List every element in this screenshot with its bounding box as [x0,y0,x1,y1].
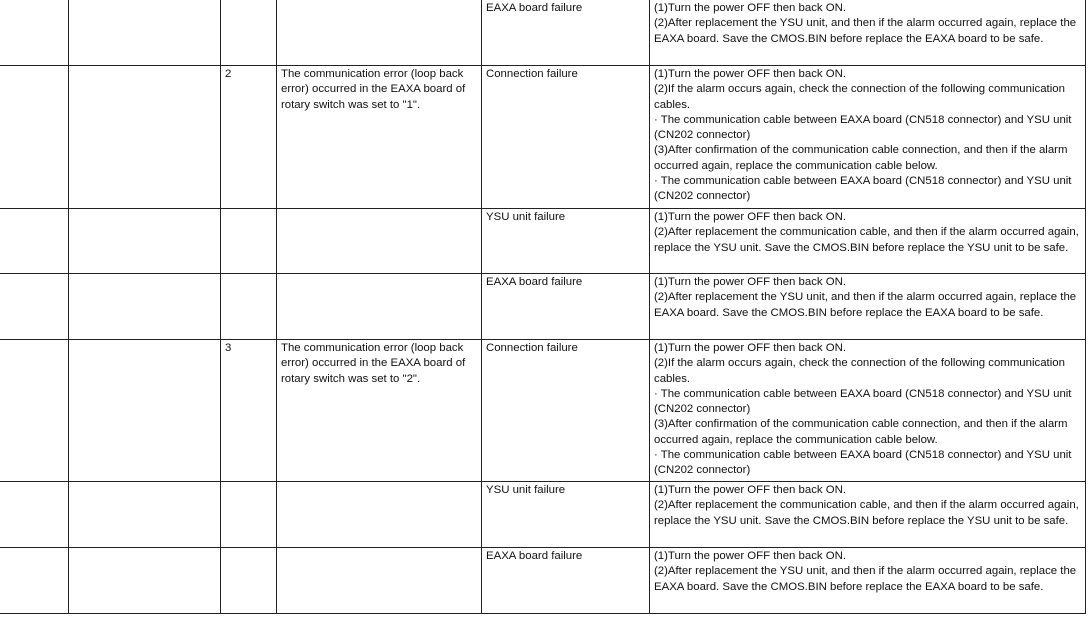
table-row [0,340,1086,482]
sub-code-cell [221,0,277,66]
description-cell [277,274,482,340]
remedy-line: (2)If the alarm occurs again, check the connection of the following communication cables. [654,357,1065,385]
remedy-line: (1)Turn the power OFF then back ON. [654,276,847,288]
alarm-code-cell [0,548,69,614]
alarm-name-cell [69,0,221,66]
alarm-name-cell [69,209,221,274]
cause-cell: EAXA board failure [482,0,650,66]
remedy-cell [650,66,1086,209]
table-row [0,548,1086,614]
remedy-line: (3)After confirmation of the communication cable connection, and then if the alarm occurred again, replace the communication cable below. [654,144,1068,172]
alarm-name-cell [69,274,221,340]
description-cell [277,0,482,66]
remedy-line: (2)After replacement the YSU unit, and then if the alarm occurred again, replace the EAXA board. Save the CMOS.BIN before replace the EAXA board to be safe. [654,17,1077,45]
remedy-line: (1)Turn the power OFF then back ON. [654,2,847,14]
remedy-line: (3)After confirmation of the communication cable connection, and then if the alarm occurred again, replace the communication cable below. [654,418,1068,446]
alarm-code-cell [0,274,69,340]
description-cell: The communication error (loop back error) occurred in the EAXA board of rotary switch was set to "1". [277,66,482,209]
remedy-line: (2)After replacement the communication cable, and then if the alarm occurred again, replace the YSU unit. Save the CMOS.BIN before replace the YSU unit to be safe. [654,499,1079,527]
description-cell: The communication error (loop back error) occurred in the EAXA board of rotary switch was set to "2". [277,340,482,482]
alarm-name-cell [69,340,221,482]
alarm-name-cell [69,66,221,209]
remedy-line: · The communication cable between EAXA board (CN518 connector) and YSU unit (CN202 connector) [654,113,1072,142]
remedy-cell [650,0,1086,66]
table-row [0,274,1086,340]
alarm-code-cell [0,209,69,274]
remedy-cell [650,482,1086,548]
description-cell [277,482,482,548]
cause-cell: Connection failure [482,340,650,482]
sub-code-cell: 2 [221,66,277,209]
remedy-line: (2)After replacement the YSU unit, and then if the alarm occurred again, replace the EAXA board. Save the CMOS.BIN before replace the EAXA board to be safe. [654,565,1077,593]
remedy-line: · The communication cable between EAXA board (CN518 connector) and YSU unit (CN202 connector) [654,387,1072,416]
remedy-line: (1)Turn the power OFF then back ON. [654,550,847,562]
alarm-code-cell [0,0,69,66]
alarm-code-cell [0,66,69,209]
remedy-line: (1)Turn the power OFF then back ON. [654,68,847,80]
description-cell [277,548,482,614]
sub-code-cell: 3 [221,340,277,482]
cause-cell: YSU unit failure [482,482,650,548]
remedy-line: (2)If the alarm occurs again, check the connection of the following communication cables. [654,83,1065,111]
cause-cell: YSU unit failure [482,209,650,274]
sub-code-cell [221,274,277,340]
remedy-line: (1)Turn the power OFF then back ON. [654,342,847,354]
alarm-code-cell [0,340,69,482]
table-row [0,0,1086,66]
remedy-cell [650,274,1086,340]
cause-cell: EAXA board failure [482,548,650,614]
sub-code-cell [221,482,277,548]
remedy-cell [650,340,1086,482]
alarm-code-cell [0,482,69,548]
table-row [0,482,1086,548]
remedy-line: (2)After replacement the YSU unit, and then if the alarm occurred again, replace the EAXA board. Save the CMOS.BIN before replace the EAXA board to be safe. [654,291,1077,319]
cause-cell: Connection failure [482,66,650,209]
sub-code-cell [221,548,277,614]
remedy-line: (1)Turn the power OFF then back ON. [654,484,847,496]
sub-code-cell [221,209,277,274]
remedy-cell [650,548,1086,614]
table-row [0,209,1086,274]
table-row [0,66,1086,209]
alarm-name-cell [69,482,221,548]
alarm-name-cell [69,548,221,614]
remedy-line: (1)Turn the power OFF then back ON. [654,211,847,223]
remedy-line: · The communication cable between EAXA board (CN518 connector) and YSU unit (CN202 connector) [654,175,1072,203]
description-cell [277,209,482,274]
cause-cell: EAXA board failure [482,274,650,340]
remedy-line: (2)After replacement the communication cable, and then if the alarm occurred again, replace the YSU unit. Save the CMOS.BIN before replace the YSU unit to be safe. [654,226,1079,254]
remedy-cell [650,209,1086,274]
remedy-line: · The communication cable between EAXA board (CN518 connector) and YSU unit (CN202 connector) [654,449,1072,477]
